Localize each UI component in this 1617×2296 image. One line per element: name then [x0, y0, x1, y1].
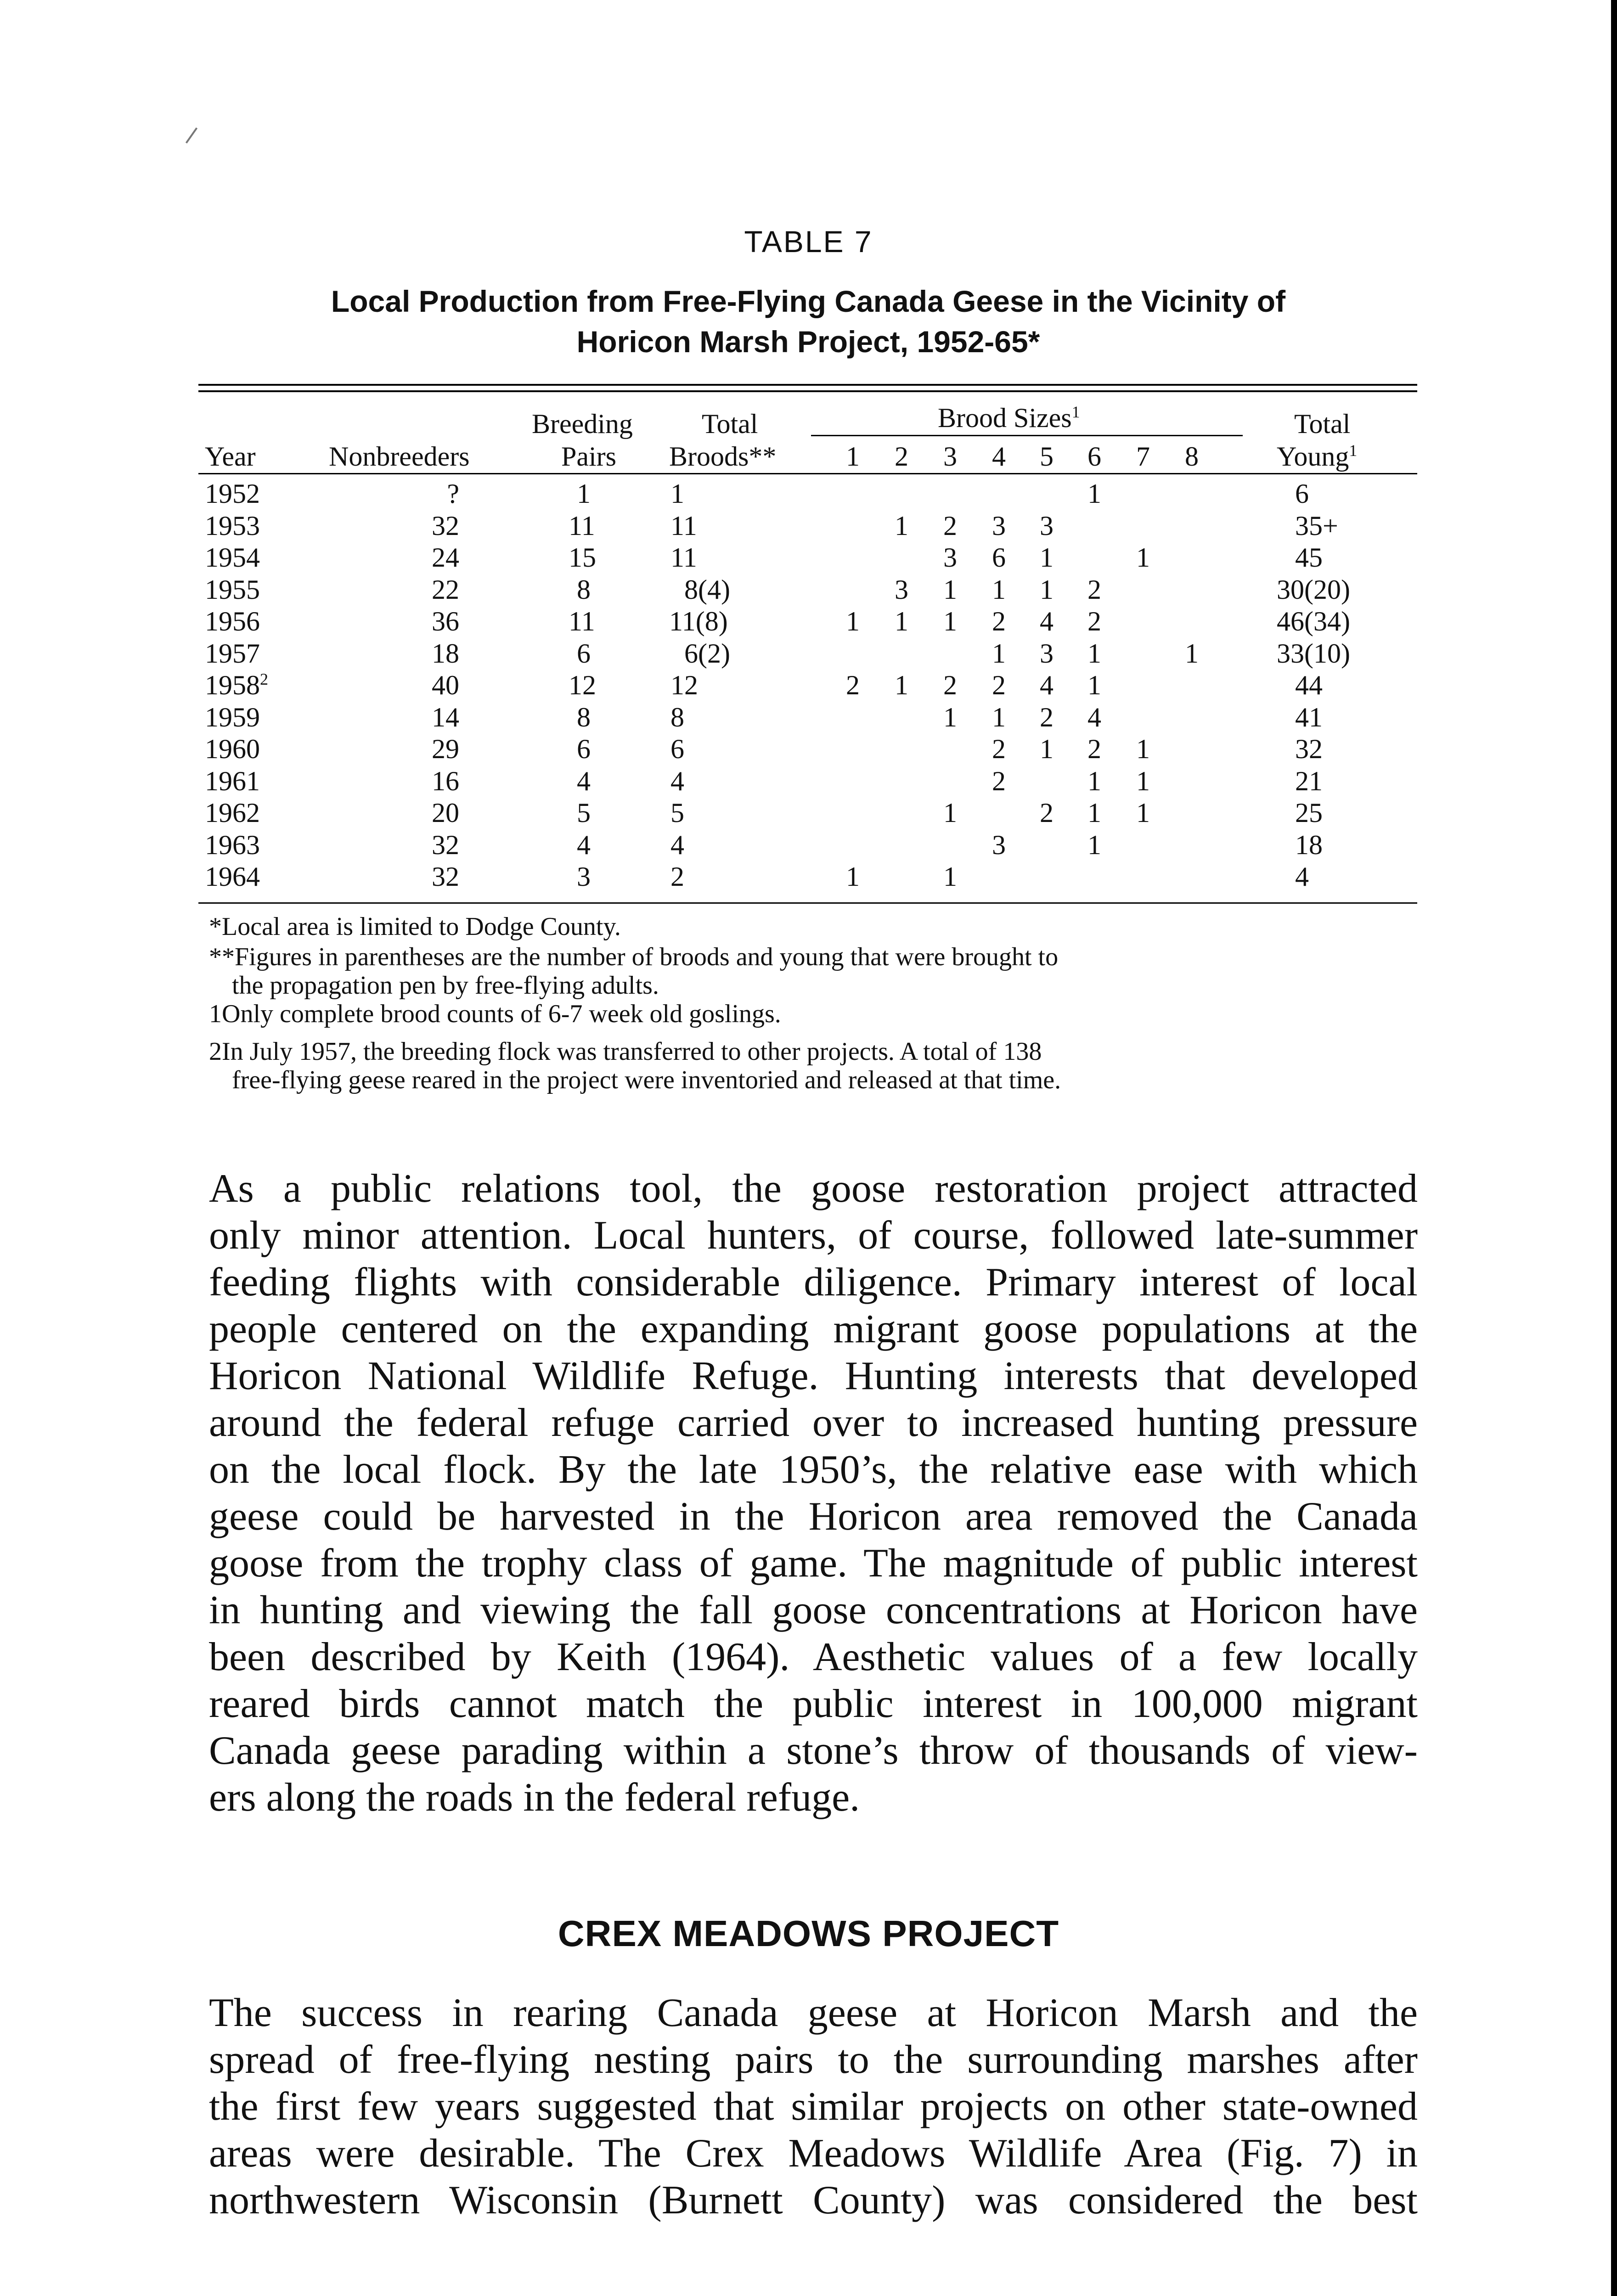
row-brood-size-5: 2	[1040, 702, 1054, 732]
header-size-3: 3	[943, 441, 957, 472]
row-brood-size-6: 1	[1087, 670, 1101, 700]
row-nonbreeders: ?	[447, 478, 459, 509]
paragraph2-line: areas were desirable. The Crex Meadows Wildlife Area (Fig. 7) in	[209, 2131, 1418, 2176]
row-total-broods: 4	[670, 830, 684, 860]
row-year	[205, 831, 260, 859]
row-brood-size-6: 1	[1087, 766, 1101, 796]
row-brood-size-4: 1	[992, 638, 1006, 669]
row-year-text: 1956	[205, 606, 260, 636]
paragraph1-line: in hunting and viewing the fall goose concentrations at Horicon have	[209, 1588, 1418, 1632]
paragraph1-line: only minor attention. Local hunters, of course, followed late-summer	[209, 1213, 1418, 1258]
row-brood-size-7: 1	[1136, 766, 1150, 796]
paragraph1-line: people centered on the expanding migrant goose populations at the	[209, 1307, 1418, 1351]
row-nonbreeders: 16	[432, 766, 459, 796]
row-brood-size-4: 1	[992, 702, 1006, 732]
row-total-young: 21	[1295, 766, 1323, 796]
row-nonbreeders: 32	[432, 861, 459, 892]
row-total-broods: 6	[670, 734, 684, 764]
row-year	[205, 863, 260, 890]
row-brood-size-5: 4	[1040, 606, 1054, 636]
row-brood-size-4: 2	[992, 606, 1006, 636]
row-brood-size-1: 1	[846, 861, 860, 892]
header-size-5: 5	[1040, 441, 1054, 472]
row-breeding-pairs: 11	[569, 606, 595, 636]
row-brood-size-3: 1	[943, 861, 957, 892]
row-year	[205, 767, 260, 795]
row-brood-size-6: 2	[1087, 734, 1101, 764]
footnote-2: 2In July 1957, the breeding flock was transferred to other projects. A total of 138	[209, 1037, 1042, 1066]
header-brood-sizes-sup: 1	[1071, 403, 1080, 421]
paragraph1-line: Horicon National Wildlife Refuge. Hunting interests that developed	[209, 1354, 1418, 1398]
row-brood-size-5: 2	[1040, 798, 1054, 828]
row-breeding-pairs: 3	[577, 861, 591, 892]
table-bottom-rule	[198, 902, 1417, 904]
row-brood-size-3: 1	[943, 798, 957, 828]
row-brood-size-4: 2	[992, 766, 1006, 796]
row-year	[205, 576, 260, 603]
row-brood-size-6: 1	[1087, 830, 1101, 860]
table-caption	[239, 281, 1378, 362]
header-size-7: 7	[1136, 441, 1150, 472]
row-year	[205, 703, 260, 731]
paragraph1-line: geese could be harvested in the Horicon area removed the Canada	[209, 1494, 1418, 1539]
row-nonbreeders: 24	[432, 542, 459, 573]
paragraph1-line: reared birds cannot match the public interest in 100,000 migrant	[209, 1682, 1418, 1726]
row-year-text: 1953	[205, 511, 260, 541]
header-size-6: 6	[1087, 441, 1101, 472]
row-brood-size-6: 4	[1087, 702, 1101, 732]
row-total-broods: 2	[670, 861, 684, 892]
row-brood-size-4: 2	[992, 734, 1006, 764]
paragraph-public-relations	[209, 1165, 1418, 1821]
row-total-young: 25	[1295, 798, 1323, 828]
row-total-young: 46(34)	[1277, 606, 1350, 636]
row-brood-size-4: 2	[992, 670, 1006, 700]
row-breeding-pairs: 15	[569, 542, 596, 573]
row-brood-size-1: 2	[846, 670, 860, 700]
row-total-young: 41	[1295, 702, 1323, 732]
row-brood-size-5: 3	[1040, 638, 1054, 669]
header-bottom-rule	[198, 473, 1417, 474]
row-total-young: 18	[1295, 830, 1323, 860]
row-brood-size-4: 3	[992, 511, 1006, 541]
row-breeding-pairs: 6	[577, 638, 591, 669]
row-brood-size-5: 1	[1040, 574, 1054, 605]
row-total-broods: 11(8)	[669, 606, 728, 636]
header-brood-sizes-text: Brood Sizes	[938, 403, 1072, 433]
header-young-text: Young	[1277, 441, 1349, 472]
row-year-text: 1955	[205, 574, 260, 605]
row-year-text: 1963	[205, 830, 260, 860]
paragraph1-line: ers along the roads in the federal refuge.	[209, 1775, 860, 1820]
paragraph1-line: on the local flock. By the late 1950’s, the relative ease with which	[209, 1447, 1418, 1492]
row-breeding-pairs: 8	[577, 574, 591, 605]
paragraph2-line: the first few years suggested that similar projects on other state-owned	[209, 2084, 1418, 2129]
footnote-1: 1Only complete brood counts of 6-7 week old goslings.	[209, 1000, 781, 1028]
row-total-young: 32	[1295, 734, 1323, 764]
header-brood-sizes	[938, 404, 1080, 432]
row-brood-size-5: 4	[1040, 670, 1054, 700]
table-caption-line-1: Local Production from Free-Flying Canada Geese in the Vicinity of	[331, 284, 1286, 318]
row-brood-size-3: 2	[943, 511, 957, 541]
table-number: TABLE 7	[744, 225, 873, 259]
row-year	[205, 512, 260, 540]
header-nonbreeders: Nonbreeders	[329, 441, 470, 472]
paragraph1-line: goose from the trophy class of game. The magnitude of public interest	[209, 1541, 1418, 1586]
paragraph1-line: feeding flights with considerable diligence. Primary interest of local	[209, 1260, 1418, 1305]
header-size-4: 4	[992, 441, 1006, 472]
table-caption-line-2: Horicon Marsh Project, 1952-65*	[576, 325, 1040, 359]
row-nonbreeders: 22	[432, 574, 459, 605]
row-breeding-pairs: 6	[577, 734, 591, 764]
row-nonbreeders: 32	[432, 511, 459, 541]
row-year	[205, 799, 260, 827]
row-brood-size-6: 1	[1087, 638, 1101, 669]
row-nonbreeders: 14	[432, 702, 459, 732]
row-year	[205, 480, 260, 507]
row-total-broods: 8(4)	[684, 574, 730, 605]
paragraph1-line: around the federal refuge carried over to increased hunting pressure	[209, 1401, 1418, 1445]
table-top-rule-1	[198, 384, 1417, 386]
header-pairs: Pairs	[561, 441, 616, 472]
row-brood-size-2: 1	[895, 670, 908, 700]
row-brood-size-1: 1	[846, 606, 860, 636]
row-year-text: 1952	[205, 478, 260, 509]
row-total-broods: 11	[670, 542, 697, 573]
row-brood-size-3: 1	[943, 606, 957, 636]
paragraph2-line: northwestern Wisconsin (Burnett County) was considered the best	[209, 2178, 1418, 2223]
row-total-broods: 1	[670, 478, 684, 509]
header-total-young: Total	[1294, 409, 1351, 439]
paragraph-crex-meadows	[209, 1990, 1418, 2224]
row-brood-size-3: 1	[943, 574, 957, 605]
section-heading: CREX MEADOWS PROJECT	[558, 1913, 1059, 1954]
row-brood-size-6: 1	[1087, 478, 1101, 509]
row-total-broods: 6(2)	[684, 638, 730, 669]
row-breeding-pairs: 5	[577, 798, 591, 828]
header-size-2: 2	[895, 441, 908, 472]
row-total-young: 4	[1295, 861, 1309, 892]
brood-sizes-underline	[811, 435, 1243, 436]
row-brood-size-4: 1	[992, 574, 1006, 605]
row-year-text: 1954	[205, 542, 260, 573]
row-brood-size-4: 3	[992, 830, 1006, 860]
footnote-double-star-cont: the propagation pen by free-flying adults.	[232, 971, 659, 1000]
row-total-young: 33(10)	[1277, 638, 1350, 669]
footnote-double-star: **Figures in parentheses are the number of broods and young that were brought to	[209, 943, 1059, 971]
row-breeding-pairs: 1	[577, 478, 591, 509]
row-year	[205, 735, 260, 763]
paragraph1-line: been described by Keith (1964). Aesthetic values of a few locally	[209, 1635, 1418, 1679]
row-year-text: 1958	[205, 670, 260, 700]
row-brood-size-4: 6	[992, 542, 1006, 573]
row-total-broods: 12	[670, 670, 698, 700]
row-brood-size-2: 1	[895, 511, 908, 541]
row-brood-size-5: 3	[1040, 511, 1054, 541]
row-nonbreeders: 36	[432, 606, 459, 636]
row-nonbreeders: 40	[432, 670, 459, 700]
row-total-young: 30(20)	[1277, 574, 1350, 605]
row-brood-size-5: 1	[1040, 542, 1054, 573]
row-year-sup: 2	[260, 670, 268, 688]
header-breeding: Breeding	[532, 409, 633, 439]
row-year-text: 1962	[205, 798, 260, 828]
row-brood-size-3: 2	[943, 670, 957, 700]
row-total-broods: 8	[670, 702, 684, 732]
header-year: Year	[205, 441, 256, 472]
row-nonbreeders: 20	[432, 798, 459, 828]
row-brood-size-6: 2	[1087, 606, 1101, 636]
footnote-2-cont: free-flying geese reared in the project were inventoried and released at that time.	[232, 1066, 1061, 1094]
row-total-young: 6	[1295, 478, 1309, 509]
header-size-8: 8	[1185, 441, 1199, 472]
paragraph2-line: spread of free-flying nesting pairs to the surrounding marshes after	[209, 2037, 1418, 2082]
footnote-star: *Local area is limited to Dodge County.	[209, 912, 621, 941]
row-brood-size-6: 2	[1087, 574, 1101, 605]
row-breeding-pairs: 4	[577, 766, 591, 796]
paragraph2-line: The success in rearing Canada geese at Horicon Marsh and the	[209, 1991, 1418, 2035]
row-year	[205, 671, 268, 699]
row-year-text: 1957	[205, 638, 260, 669]
row-year	[205, 544, 260, 571]
row-total-broods: 5	[670, 798, 684, 828]
table-top-rule-2	[198, 390, 1417, 392]
row-brood-size-6: 1	[1087, 798, 1101, 828]
row-brood-size-3: 3	[943, 542, 957, 573]
row-brood-size-7: 1	[1136, 542, 1150, 573]
row-brood-size-2: 1	[895, 606, 908, 636]
row-total-young: 44	[1295, 670, 1323, 700]
row-brood-size-3: 1	[943, 702, 957, 732]
row-brood-size-7: 1	[1136, 798, 1150, 828]
row-breeding-pairs: 12	[569, 670, 596, 700]
row-total-broods: 11	[670, 511, 697, 541]
paragraph1-line: Canada geese parading within a stone’s throw of thousands of view-	[209, 1728, 1418, 1773]
row-total-young: 45	[1295, 542, 1323, 573]
row-nonbreeders: 18	[432, 638, 459, 669]
row-nonbreeders: 29	[432, 734, 459, 764]
header-young	[1277, 443, 1357, 470]
row-year-text: 1961	[205, 766, 260, 796]
row-breeding-pairs: 11	[569, 511, 595, 541]
row-year-text: 1959	[205, 702, 260, 732]
paragraph1-line: As a public relations tool, the goose restoration project attracted	[209, 1166, 1418, 1211]
header-total-broods: Total	[702, 409, 758, 439]
row-brood-size-2: 3	[895, 574, 908, 605]
row-brood-size-8: 1	[1185, 638, 1199, 669]
row-total-young: 35+	[1295, 511, 1338, 541]
row-total-broods: 4	[670, 766, 684, 796]
row-breeding-pairs: 4	[577, 830, 591, 860]
row-year-text: 1964	[205, 861, 260, 892]
row-breeding-pairs: 8	[577, 702, 591, 732]
row-brood-size-7: 1	[1136, 734, 1150, 764]
row-year	[205, 640, 260, 667]
row-year	[205, 608, 260, 635]
row-brood-size-5: 1	[1040, 734, 1054, 764]
header-size-1: 1	[846, 441, 860, 472]
header-young-sup: 1	[1349, 441, 1358, 460]
row-nonbreeders: 32	[432, 830, 459, 860]
header-broods: Broods**	[669, 441, 777, 472]
row-year-text: 1960	[205, 734, 260, 764]
